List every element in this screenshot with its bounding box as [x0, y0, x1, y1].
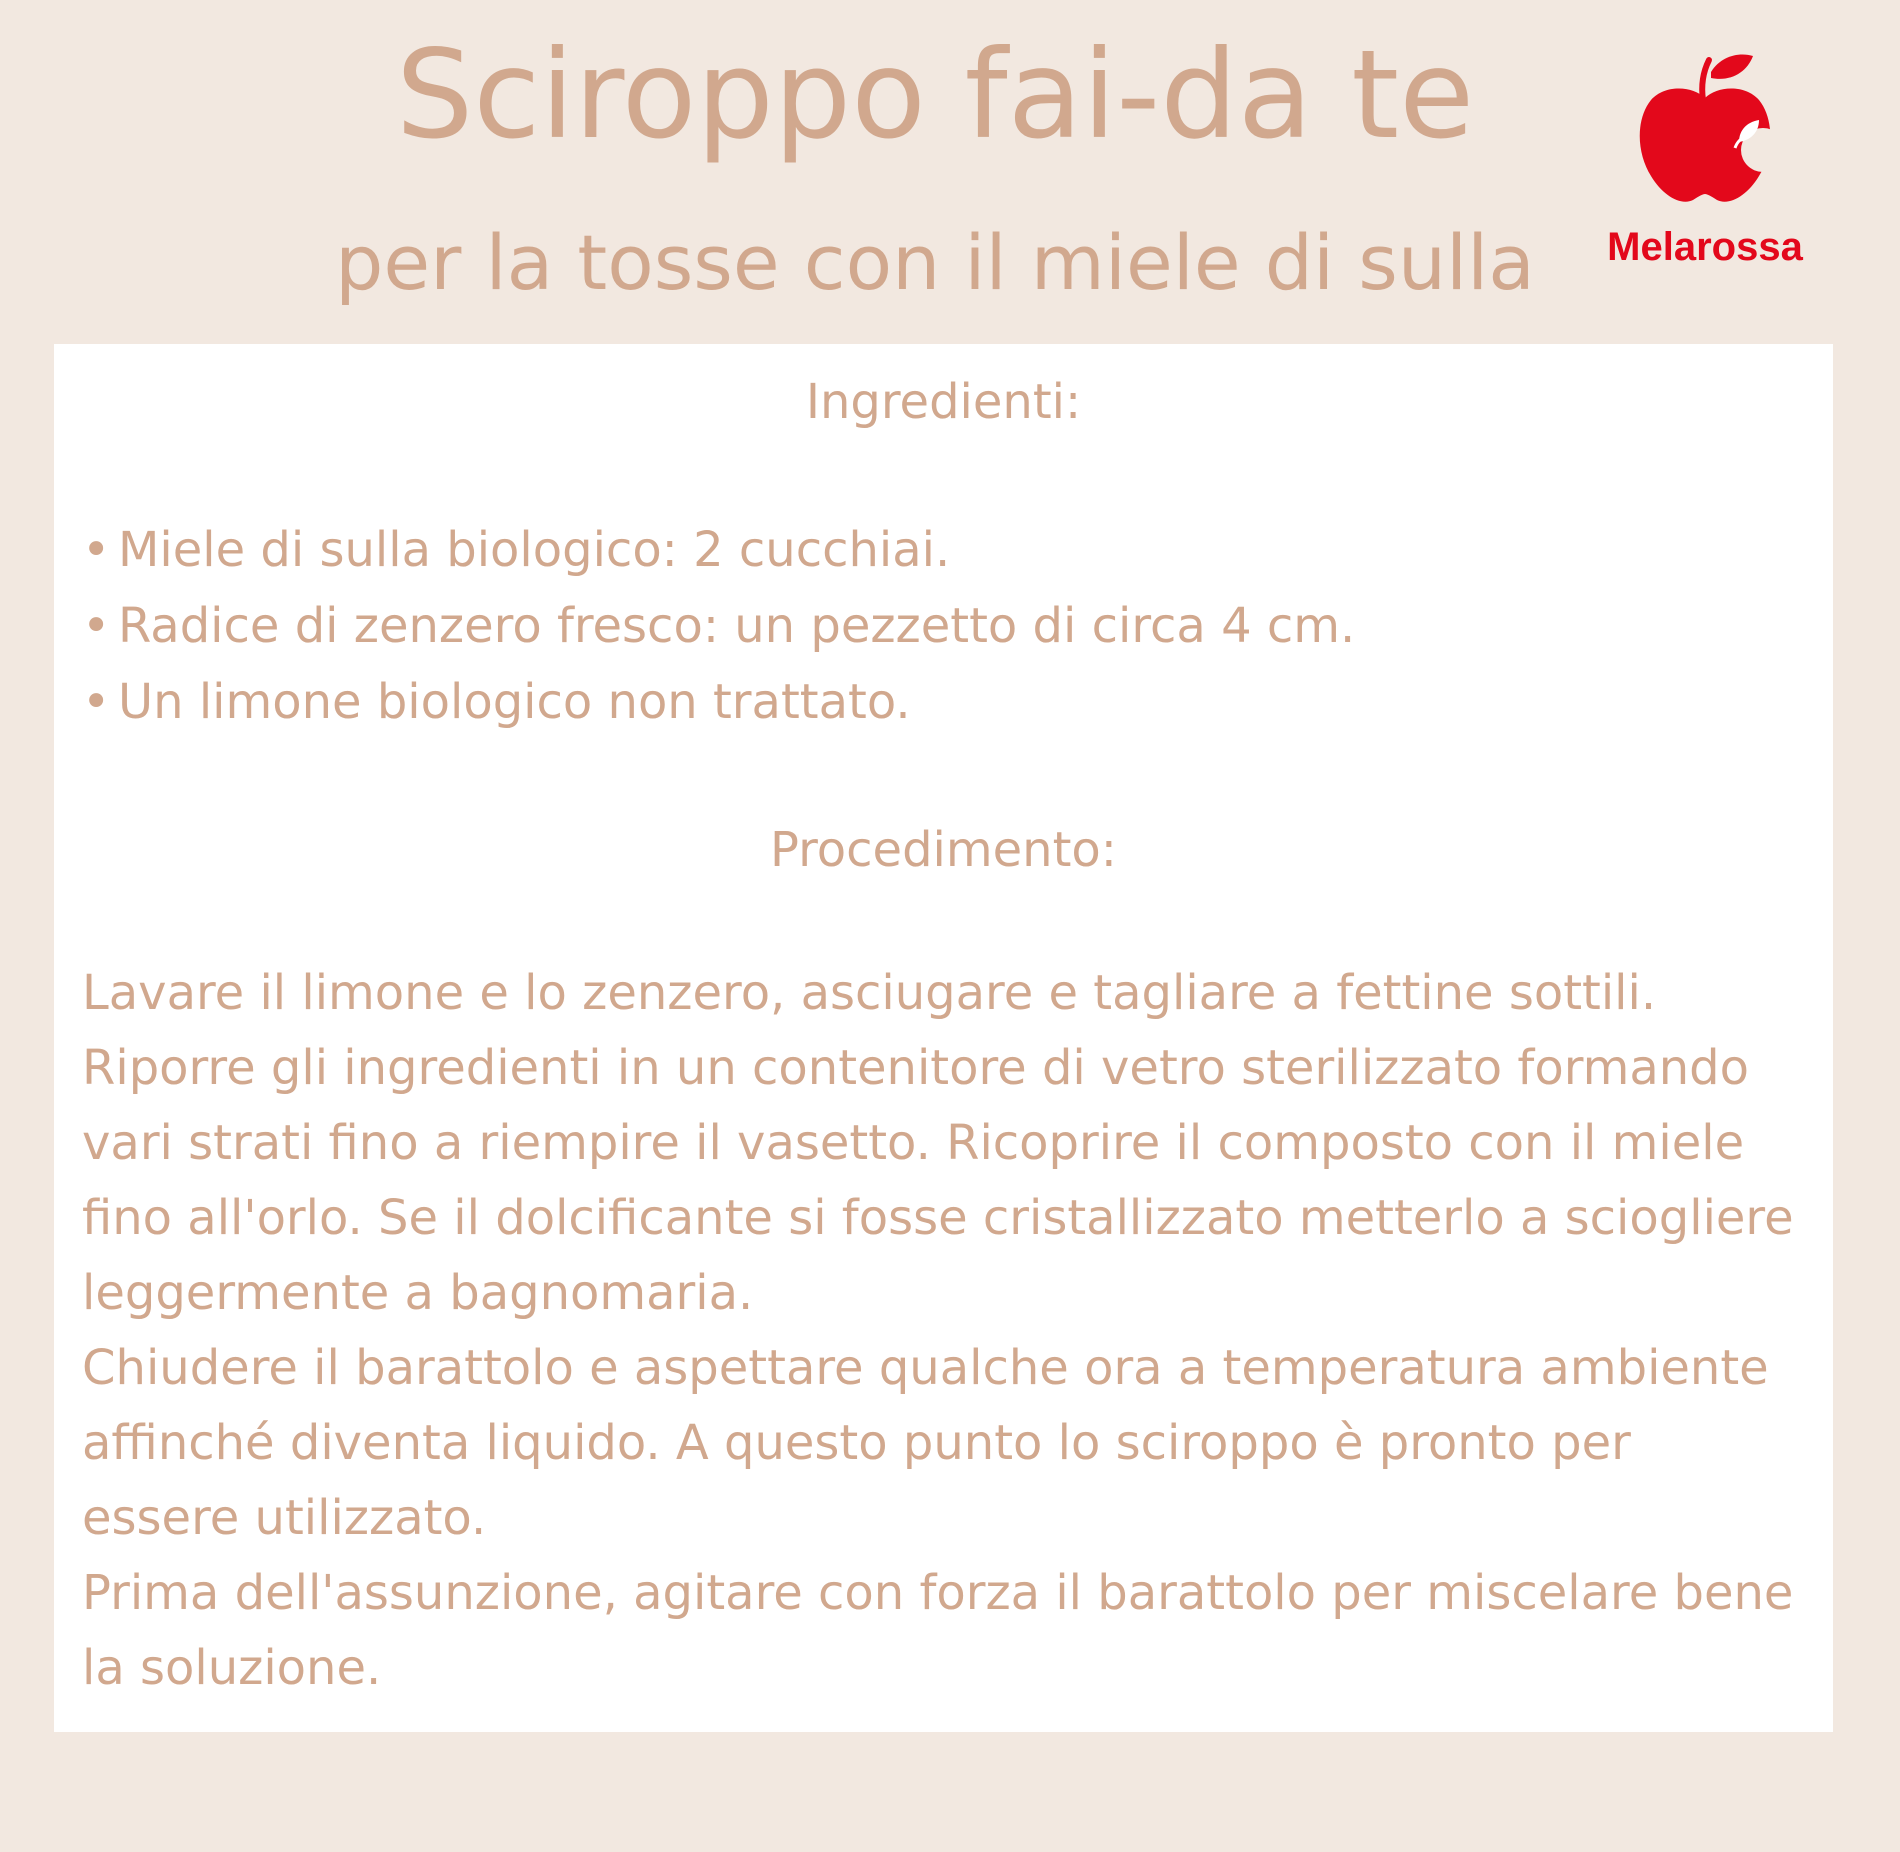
list-item	[82, 512, 1355, 588]
procedure-paragraph: Lavare il limone e lo zenzero, asciugare e tagliare a fettine sottili. Riporre gli ingredienti in un contenitore di vetro sterilizzato formando vari strati fino a riempire il vasetto. Ricoprire il composto con il miele fino all'orlo. Se il dolcificante si fosse cristallizzato metterlo a sciogliere leggermente a bagnomaria.	[82, 965, 1794, 1321]
list-item	[82, 588, 1355, 664]
ingredient-text: Un limone biologico non trattato.	[118, 674, 911, 730]
ingredient-text: Radice di zenzero fresco: un pezzetto di circa 4 cm.	[118, 598, 1356, 654]
list-item	[82, 664, 1355, 740]
procedure-text	[82, 956, 1802, 1706]
procedure-heading: Procedimento:	[770, 822, 1117, 878]
bullet-icon: •	[82, 598, 111, 654]
ingredients-heading: Ingredienti:	[805, 374, 1082, 430]
bullet-icon: •	[82, 674, 111, 730]
procedure-paragraph: Chiudere il barattolo e aspettare qualche ora a temperatura ambiente affinché diventa liquido. A questo punto lo sciroppo è pronto per essere utilizzato.	[82, 1340, 1769, 1546]
page-subtitle: per la tosse con il miele di sulla	[335, 218, 1535, 307]
bullet-icon: •	[82, 522, 111, 578]
ingredient-list	[82, 512, 1355, 740]
melarossa-logo	[1600, 50, 1810, 280]
page-title: Sciroppo fai-da te	[395, 24, 1475, 166]
logo-text: Melarossa	[1607, 225, 1803, 269]
procedure-paragraph: Prima dell'assunzione, agitare con forza il barattolo per miscelare bene la soluzione.	[82, 1565, 1794, 1696]
recipe-card	[54, 344, 1833, 1732]
apple-icon	[1635, 50, 1775, 210]
ingredient-text: Miele di sulla biologico: 2 cucchiai.	[118, 522, 951, 578]
